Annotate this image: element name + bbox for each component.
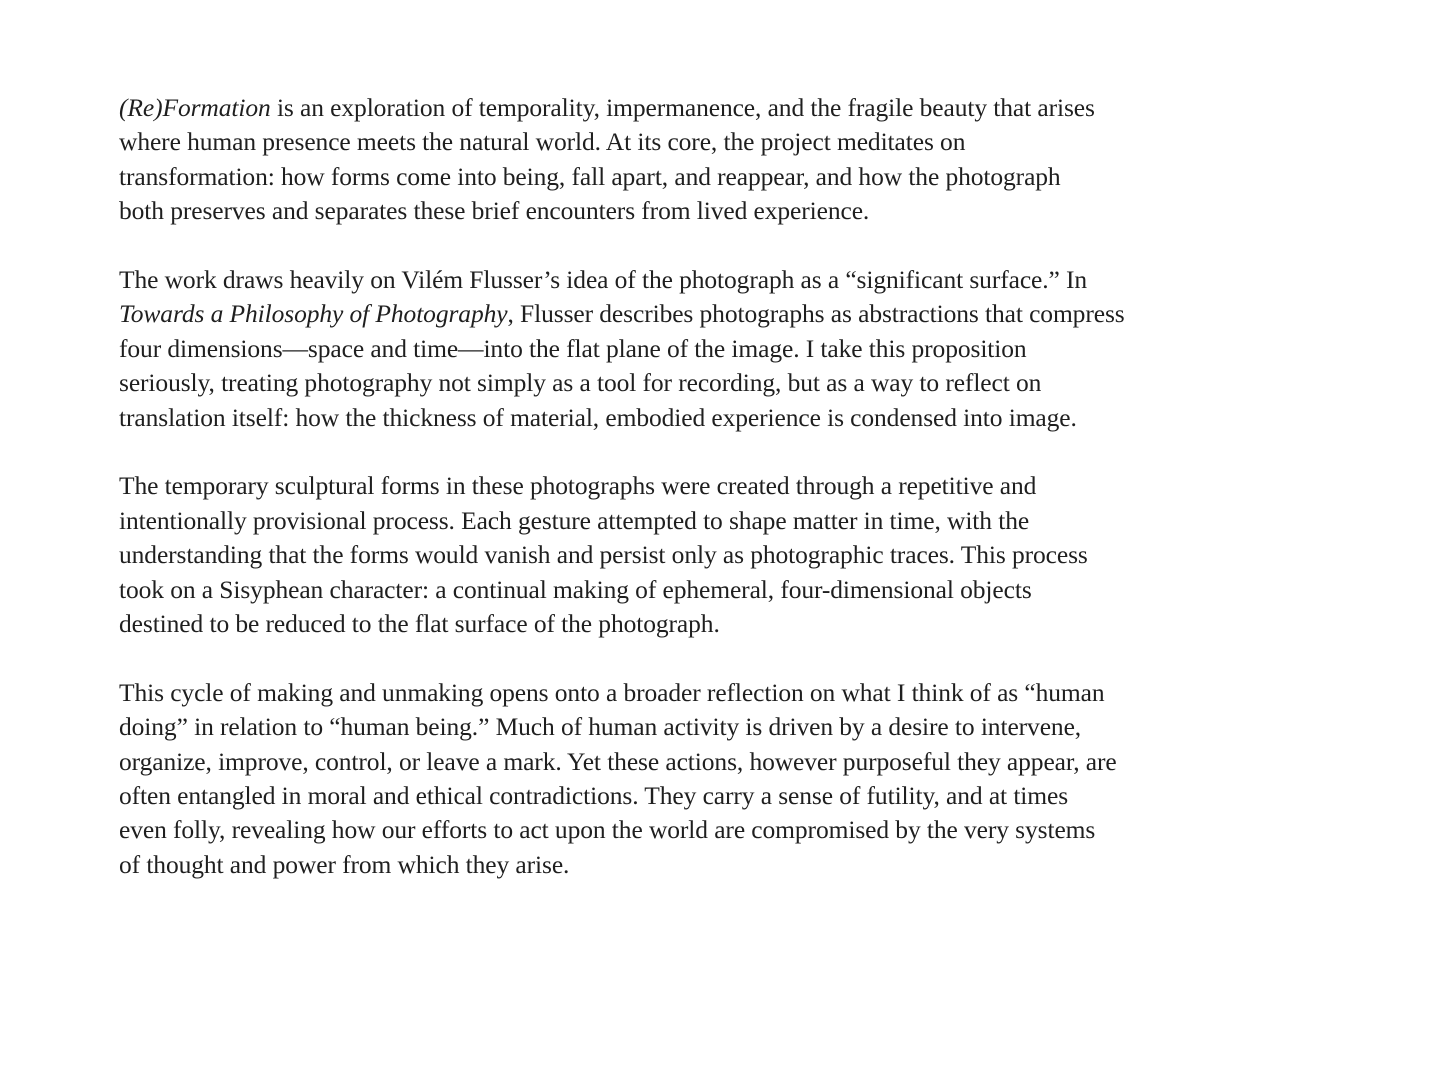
text-line: understanding that the forms would vanish and persist only as photographic traces. This process [119,540,1088,570]
text-span: , Flusser describes photographs as abstractions that compress [507,299,1125,329]
text-line [119,297,1179,331]
paragraph-4 [119,676,1179,882]
text-line: intentionally provisional process. Each gesture attempted to shape matter in time, with the [119,505,1030,535]
text-line: The temporary sculptural forms in these photographs were created through a repetitive and [119,471,1037,501]
text-line: destined to be reduced to the flat surface of the photograph. [119,609,720,639]
text-line: seriously, treating photography not simply as a tool for recording, but as a way to reflect on [119,368,1042,398]
text-span: is an exploration of temporality, impermanence, and the fragile beauty that arises [270,93,1095,122]
text-line: both preserves and separates these brief encounters from lived experience. [119,196,870,226]
essay-text [119,91,1179,917]
text-line: organize, improve, control, or leave a mark. Yet these actions, however purposeful they appear, are [119,746,1117,776]
paragraph-3 [119,469,1179,641]
text-line: translation itself: how the thickness of material, embodied experience is condensed into image. [119,402,1077,432]
text-line: This cycle of making and unmaking opens onto a broader reflection on what I think of as “human [119,677,1105,707]
text-line: of thought and power from which they arise. [119,849,570,879]
text-line: even folly, revealing how our efforts to act upon the world are compromised by the very systems [119,815,1096,845]
text-line: transformation: how forms come into being, fall apart, and reappear, and how the photograph [119,161,1061,191]
text-line: often entangled in moral and ethical contradictions. They carry a sense of futility, and at times [119,781,1069,811]
text-line: The work draws heavily on Vilém Flusser’s idea of the photograph as a “significant surface.” In [119,265,1088,295]
paragraph-1 [119,91,1179,229]
project-title: (Re)Formation [119,93,271,122]
text-line: where human presence meets the natural world. At its core, the project meditates on [119,127,966,157]
text-line: took on a Sisyphean character: a continual making of ephemeral, four-dimensional objects [119,574,1032,604]
text-line: four dimensions—space and time—into the flat plane of the image. I take this proposition [119,333,1027,363]
paragraph-2 [119,263,1179,435]
text-line [119,91,1179,125]
text-line: doing” in relation to “human being.” Much of human activity is driven by a desire to intervene, [119,712,1082,742]
book-title: Towards a Philosophy of Photography [119,299,508,329]
